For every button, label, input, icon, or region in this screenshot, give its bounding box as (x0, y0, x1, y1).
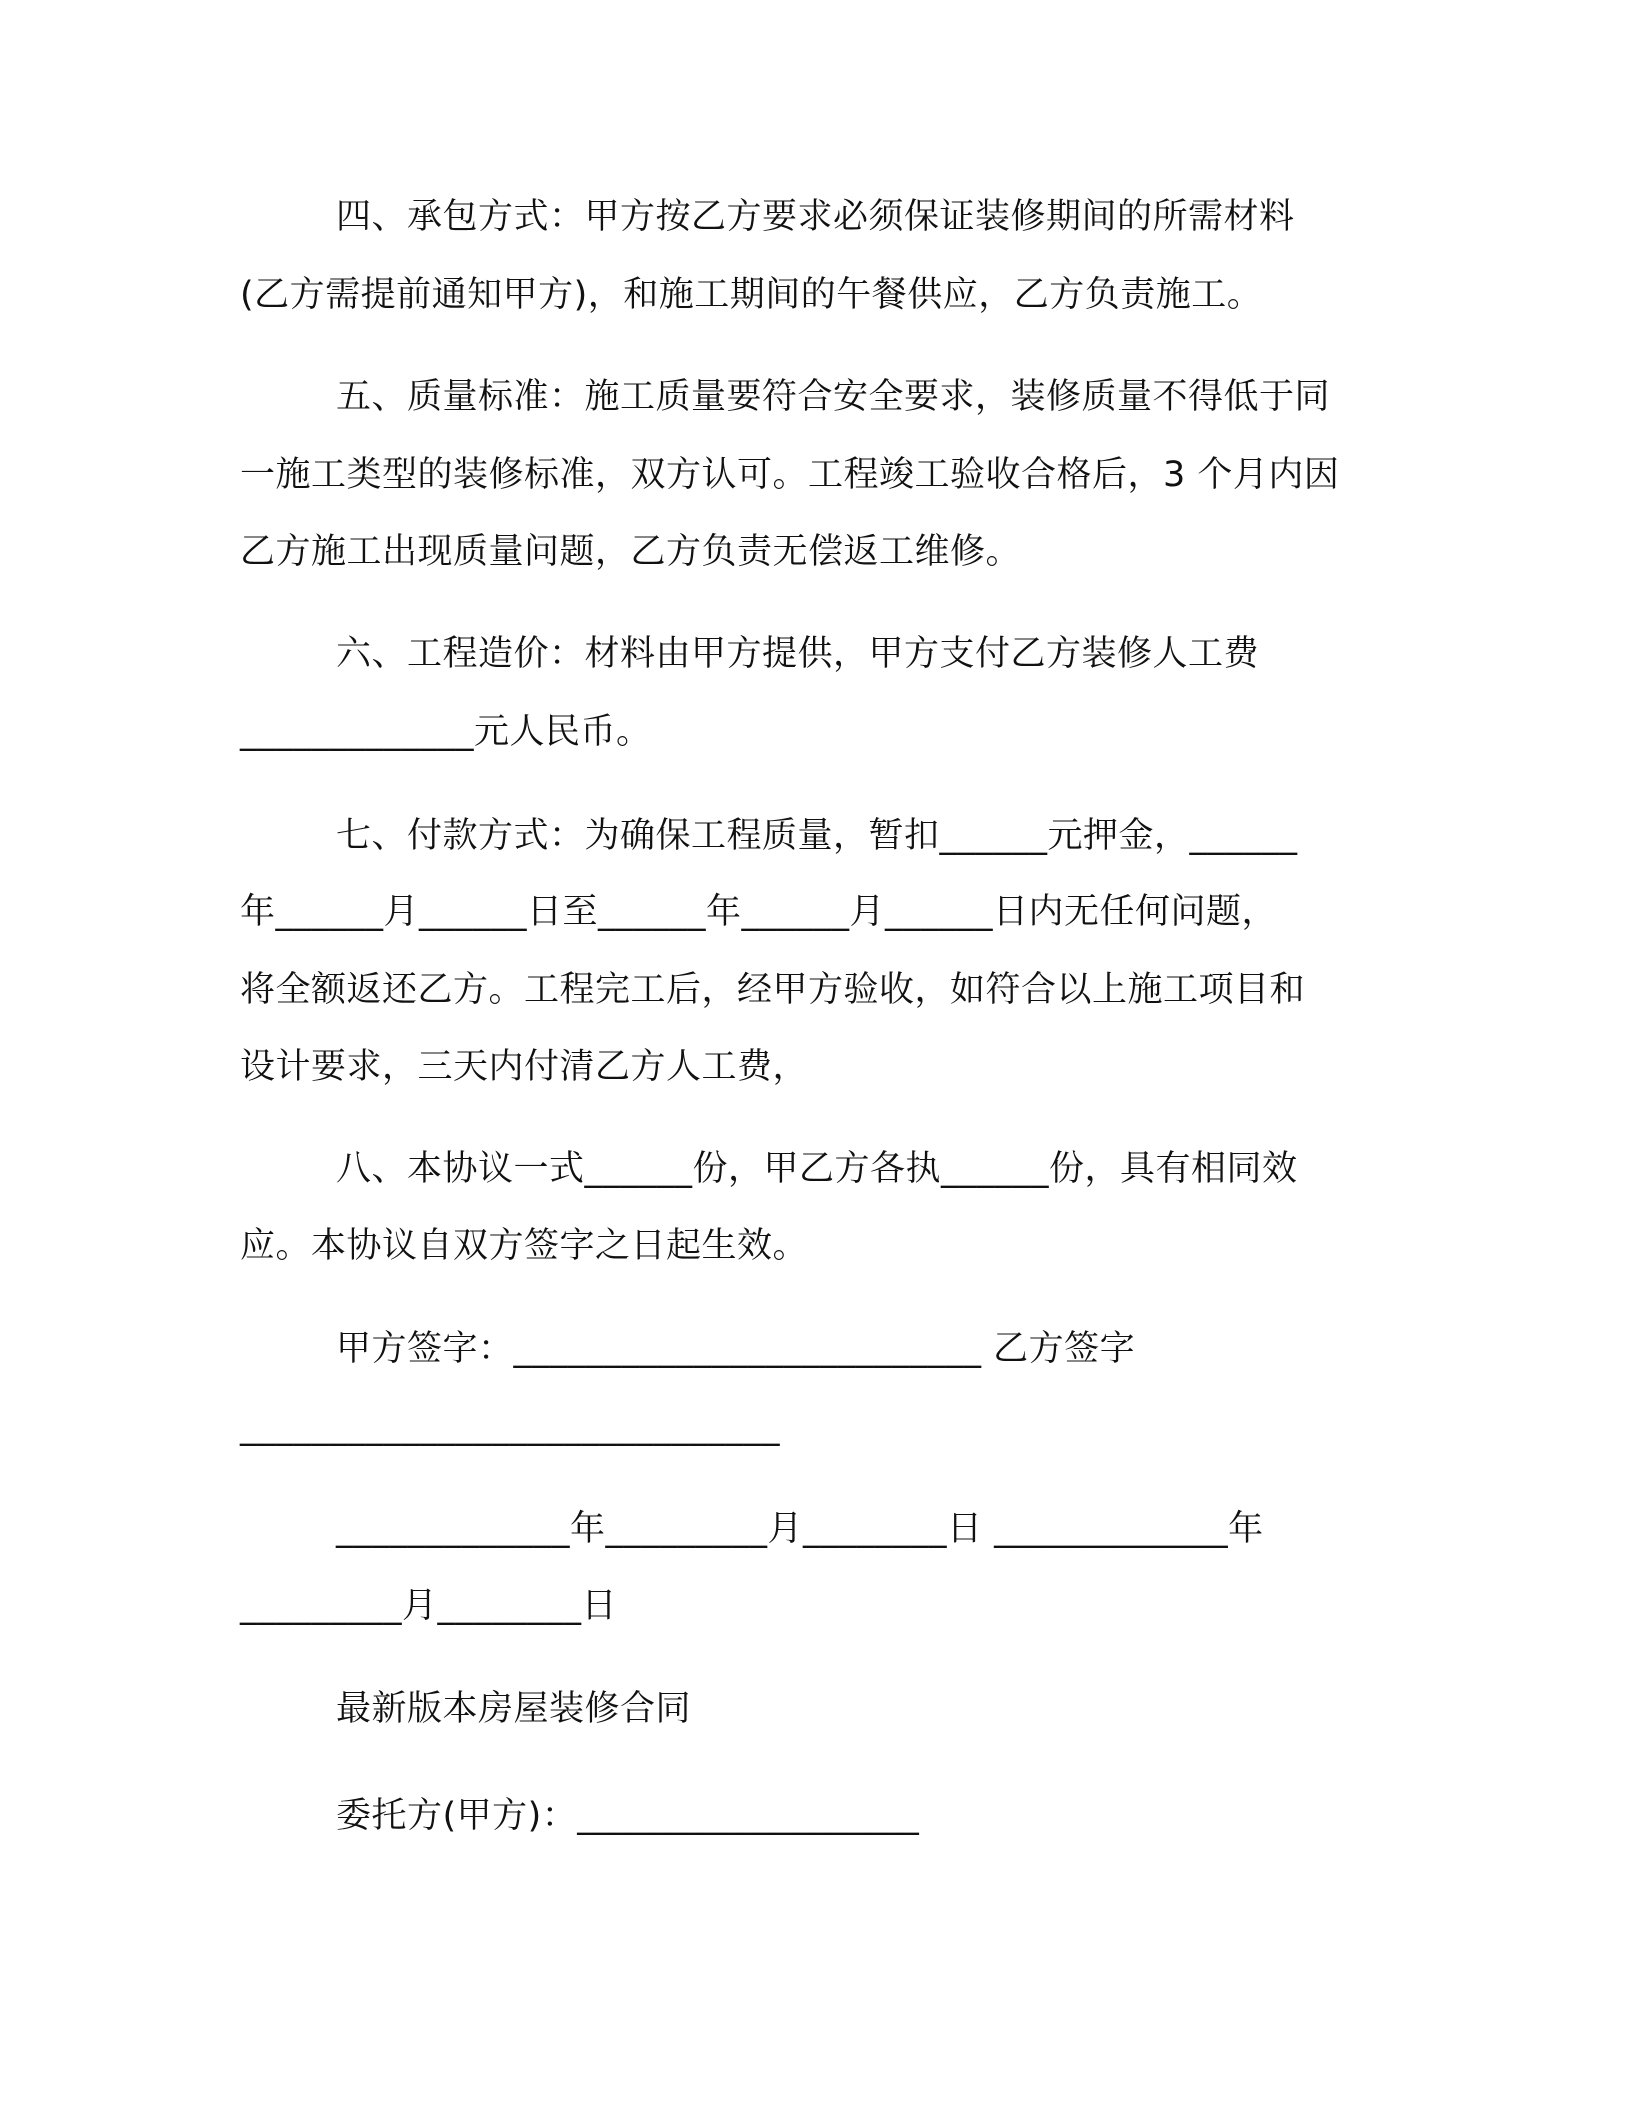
clause-5-line-3: 乙方施工出现质量问题，乙方负责无偿返工维修。 (240, 532, 1022, 572)
clause-8-line-1: 八、本协议一式______份，甲乙方各执______份，具有相同效 (336, 1149, 1298, 1189)
clause-7-line-3: 将全额返还乙方。工程完工后，经甲方验收，如符合以上施工项目和 (240, 970, 1306, 1010)
client-party-line: 委托方(甲方)：___________________ (336, 1796, 920, 1836)
clause-7-line-4: 设计要求，三天内付清乙方人工费， (240, 1047, 809, 1087)
date-line-1: _____________年_________月________日 _____________年 (336, 1509, 1264, 1549)
clause-7-line-1: 七、付款方式：为确保工程质量，暂扣______元押金，______ (336, 816, 1298, 856)
clause-8-line-2: 应。本协议自双方签字之日起生效。 (240, 1226, 809, 1266)
clause-6-line-1: 六、工程造价：材料由甲方提供，甲方支付乙方装修人工费 (336, 634, 1260, 674)
signature-line: 甲方签字：__________________________ 乙方签字 (336, 1329, 1136, 1369)
clause-5-line-1: 五、质量标准：施工质量要符合安全要求，装修质量不得低于同 (336, 377, 1331, 417)
clause-4-line-1: 四、承包方式：甲方按乙方要求必须保证装修期间的所需材料 (336, 197, 1295, 237)
clause-6-line-2: _____________元人民币。 (240, 712, 652, 752)
contract-title: 最新版本房屋装修合同 (336, 1689, 692, 1729)
clause-5-line-2: 一施工类型的装修标准，双方认可。工程竣工验收合格后，3 个月内因 (240, 455, 1340, 495)
signature-blank-line: ______________________________ (240, 1407, 780, 1447)
clause-7-line-2: 年______月______日至______年______月______日内无任何问题， (240, 892, 1278, 932)
date-line-2: _________月________日 (240, 1586, 618, 1626)
clause-4-line-2: (乙方需提前通知甲方)，和施工期间的午餐供应，乙方负责施工。 (240, 275, 1263, 315)
